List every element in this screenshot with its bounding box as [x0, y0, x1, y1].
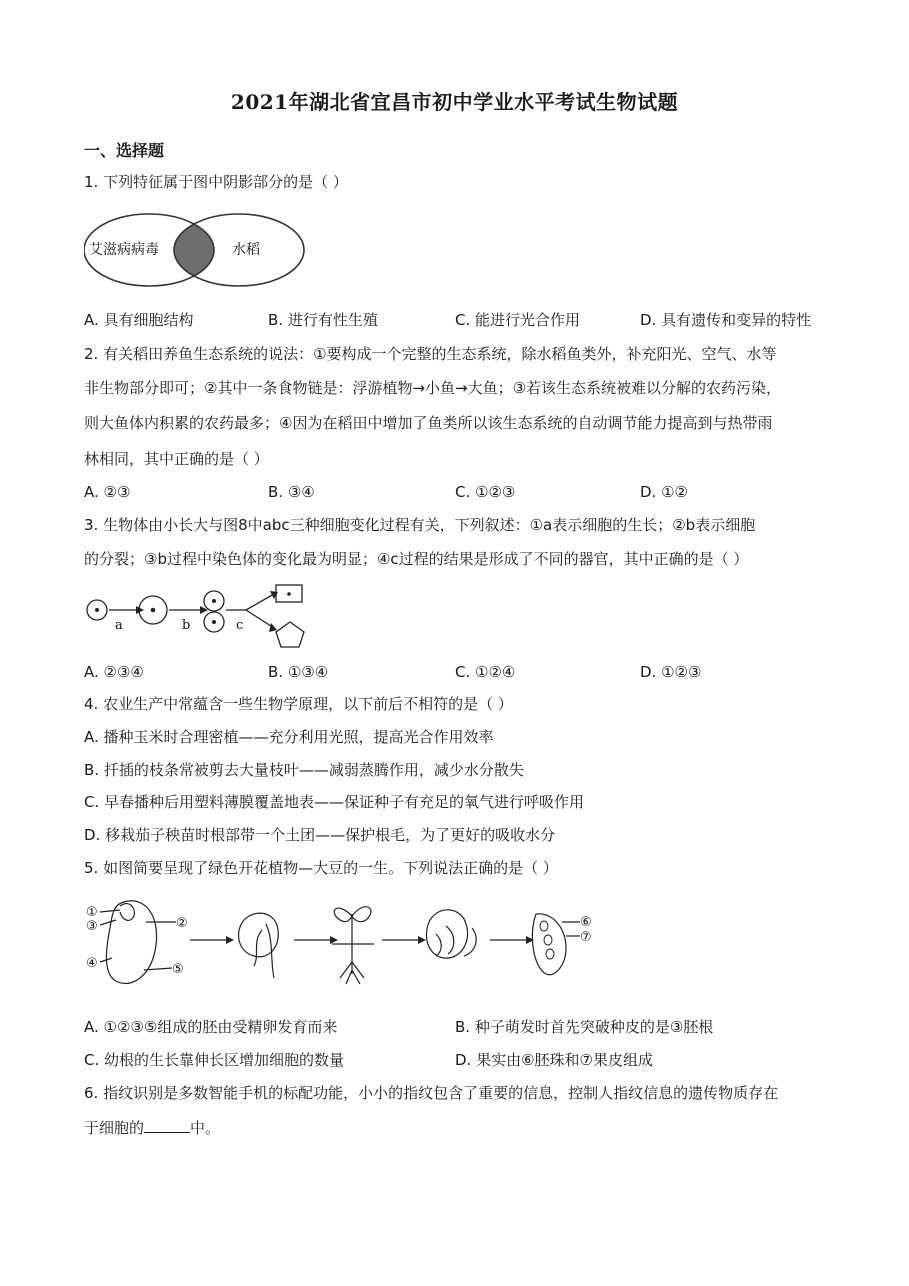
q6-text-before-blank: 于细胞的 [84, 1119, 145, 1137]
q2-option-c: C. ①②③ [455, 483, 516, 501]
label-1: ① [86, 905, 98, 920]
label-4: ④ [86, 956, 98, 971]
q3-option-c: C. ①②④ [455, 663, 516, 681]
label-5: ⑤ [172, 962, 184, 977]
question-5-stem: 5. 如图简要呈现了绿色开花植物—大豆的一生。下列说法正确的是（ ） [84, 859, 558, 877]
question-2-line-2: 非生物部分即可；②其中一条食物链是：浮游植物→小鱼→大鱼；③若该生态系统被难以分解的农药污染， [84, 379, 782, 397]
q3-option-d: D. ①②③ [640, 663, 702, 681]
soybean-life-cycle-diagram [84, 890, 604, 990]
question-3-line-1: 3. 生物体由小长大与图8中abc三种细胞变化过程有关，下列叙述：①a表示细胞的生长；②b表示细胞 [84, 516, 756, 534]
seed-outline [106, 901, 156, 984]
q1-option-a: A. 具有细胞结构 [84, 311, 194, 329]
q5-option-c: C. 幼根的生长靠伸长区增加细胞的数量 [84, 1051, 345, 1069]
arrow-c-down [246, 610, 274, 628]
q1-option-c: C. 能进行光合作用 [455, 311, 581, 329]
q2-option-b: B. ③④ [268, 483, 315, 501]
question-2-line-3: 则大鱼体内积累的农药最多；④因为在稻田中增加了鱼类所以该生态系统的自动调节能力提高到与热带雨 [84, 414, 773, 432]
label-b: b [182, 618, 191, 633]
seed-embryo [120, 904, 134, 921]
venn-right-label: 水稻 [232, 242, 260, 258]
label-2: ② [176, 916, 188, 931]
label-a: a [115, 618, 123, 633]
q1-option-d: D. 具有遗传和变异的特性 [640, 311, 812, 329]
question-4-stem: 4. 农业生产中常蕴含一些生物学原理，以下前后不相符的是（ ） [84, 695, 513, 713]
q4-option-a: A. 播种玉米时合理密植——充分利用光照，提高光合作用效率 [84, 728, 494, 746]
question-6-line-1: 6. 指纹识别是多数智能手机的标配功能，小小的指纹包含了重要的信息，控制人指纹信息的遗传物质存在 [84, 1084, 779, 1102]
pod [532, 914, 566, 975]
pentagon-cell [276, 622, 304, 647]
question-1-stem: 1. 下列特征属于图中阴影部分的是（ ） [84, 173, 348, 191]
q5-option-b: B. 种子萌发时首先突破种皮的是③胚根 [455, 1018, 714, 1036]
q6-text-after-blank: 中。 [190, 1119, 221, 1137]
venn-left-label: 艾滋病病毒 [89, 242, 159, 258]
q4-option-b: B. 扦插的枝条常被剪去大量枝叶——减弱蒸腾作用，减少水分散失 [84, 761, 524, 779]
answer-blank[interactable] [144, 1118, 190, 1133]
page-title: 2021年湖北省宜昌市初中学业水平考试生物试题 [230, 90, 679, 114]
cell-process-diagram [84, 582, 324, 652]
q1-option-b: B. 进行有性生殖 [268, 311, 378, 329]
arrow-c-up [246, 594, 274, 610]
label-c: c [236, 618, 244, 633]
q2-option-a: A. ②③ [84, 483, 131, 501]
q4-option-c: C. 早春播种后用塑料薄膜覆盖地表——保证种子有充足的氧气进行呼吸作用 [84, 793, 585, 811]
q3-option-b: B. ①③④ [268, 663, 329, 681]
question-6-line-2 [84, 1118, 220, 1138]
flower [426, 910, 467, 958]
question-2-line-1: 2. 有关稻田养鱼生态系统的说法：①要构成一个完整的生态系统，除水稻鱼类外，补充阳光、空气、水等 [84, 345, 777, 363]
question-2-line-4: 林相同，其中正确的是（ ） [84, 450, 269, 468]
label-3: ③ [86, 919, 98, 934]
q5-option-a: A. ①②③⑤组成的胚由受精卵发育而来 [84, 1018, 338, 1036]
section-heading: 一、选择题 [84, 141, 165, 160]
q5-option-d: D. 果实由⑥胚珠和⑦果皮组成 [455, 1051, 653, 1069]
label-6: ⑥ [580, 915, 592, 930]
label-7: ⑦ [580, 930, 592, 945]
question-3-line-2: 的分裂；③b过程中染色体的变化最为明显；④c过程的结果是形成了不同的器官，其中正确的是（ ） [84, 550, 749, 568]
q3-option-a: A. ②③④ [84, 663, 144, 681]
venn-diagram [84, 206, 310, 298]
q4-option-d: D. 移栽茄子秧苗时根部带一个土团——保护根毛，为了更好的吸收水分 [84, 826, 556, 844]
q2-option-d: D. ①② [640, 483, 688, 501]
